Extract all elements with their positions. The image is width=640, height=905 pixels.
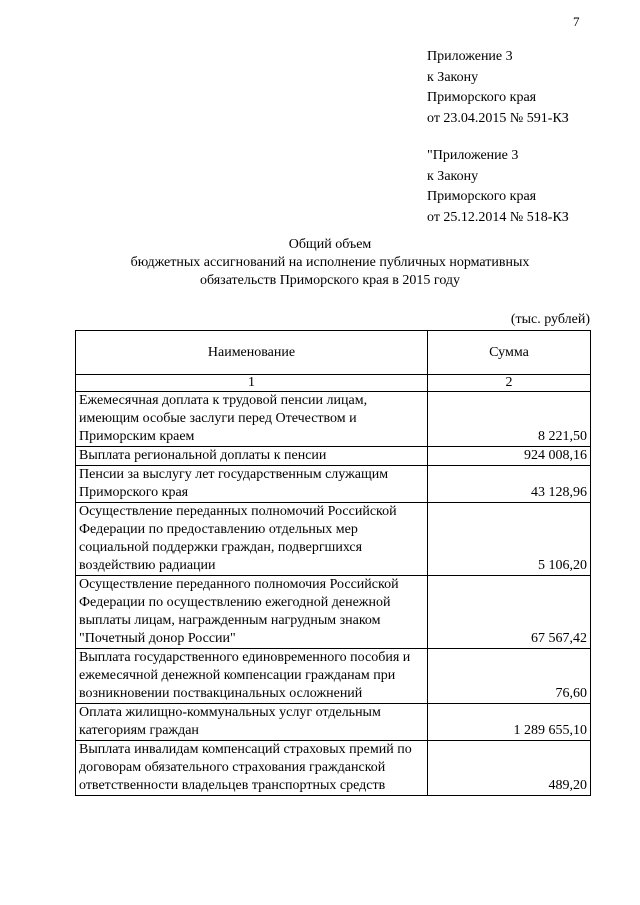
appendix-current-header — [427, 47, 569, 129]
title-line-2: бюджетных ассигнований на исполнение публичных нормативных — [130, 255, 530, 270]
column-number-sum: 2 — [428, 375, 591, 392]
table-row — [76, 576, 591, 649]
title-line-3: обязательств Приморского края в 2015 году — [199, 273, 461, 288]
row-sum: 43 128,96 — [428, 466, 591, 503]
table-row — [76, 392, 591, 447]
row-name: Осуществление переданных полномочий Российской Федерации по предоставлению отдельных мер социальной поддержки граждан, подвергшихся воздействию радиации — [76, 503, 428, 576]
row-name: Осуществление переданного полномочия Российской Федерации по осуществлению ежегодной денежной выплаты лицам, награжденным нагрудным знаком "Почетный донор России" — [76, 576, 428, 649]
title-line-1: Общий объем — [288, 237, 372, 252]
table-row — [76, 704, 591, 741]
appendix-original-line-2: к Закону — [427, 168, 479, 184]
header-name: Наименование — [76, 331, 428, 375]
column-number-name: 1 — [76, 375, 428, 392]
row-sum: 1 289 655,10 — [428, 704, 591, 741]
row-sum: 924 008,16 — [428, 447, 591, 466]
appendix-original-header — [427, 146, 569, 228]
appendix-original-line-1: "Приложение 3 — [427, 148, 519, 163]
table-header-row — [76, 331, 591, 375]
page-number: 7 — [573, 14, 580, 29]
row-name: Выплата региональной доплаты к пенсии — [76, 447, 428, 466]
table-row — [76, 649, 591, 704]
table-row — [76, 447, 591, 466]
header-sum: Сумма — [428, 331, 591, 375]
row-name: Оплата жилищно-коммунальных услуг отдельным категориям граждан — [76, 704, 428, 741]
unit-note: (тыс. рублей) — [510, 312, 590, 327]
row-name: Выплата государственного единовременного пособия и ежемесячной денежной компенсации гражданам при возникновении поствакцинальных осложнений — [76, 649, 428, 704]
table-row — [76, 503, 591, 576]
row-name: Ежемесячная доплата к трудовой пенсии лицам, имеющим особые заслуги перед Отечеством и Приморским краем — [76, 392, 428, 447]
row-sum: 8 221,50 — [428, 392, 591, 447]
row-name: Пенсии за выслугу лет государственным служащим Приморского края — [76, 466, 428, 503]
appendix-original-line-3: Приморского края — [427, 189, 537, 204]
row-sum: 489,20 — [428, 741, 591, 796]
budget-table — [75, 330, 591, 796]
appendix-current-line-1: Приложение 3 — [427, 49, 513, 64]
document-title — [60, 236, 600, 290]
row-sum: 76,60 — [428, 649, 591, 704]
table-row — [76, 466, 591, 503]
appendix-current-line-4: от 23.04.2015 № 591-КЗ — [427, 110, 569, 126]
appendix-current-line-2: к Закону — [427, 69, 479, 85]
table-row — [76, 741, 591, 796]
row-sum: 5 106,20 — [428, 503, 591, 576]
row-name: Выплата инвалидам компенсаций страховых премий по договорам обязательного страхования гражданской ответственности владельцев транспортных средств — [76, 741, 428, 796]
row-sum: 67 567,42 — [428, 576, 591, 649]
appendix-original-line-4: от 25.12.2014 № 518-КЗ — [427, 209, 569, 225]
column-number-row — [76, 375, 591, 392]
appendix-current-line-3: Приморского края — [427, 90, 537, 105]
